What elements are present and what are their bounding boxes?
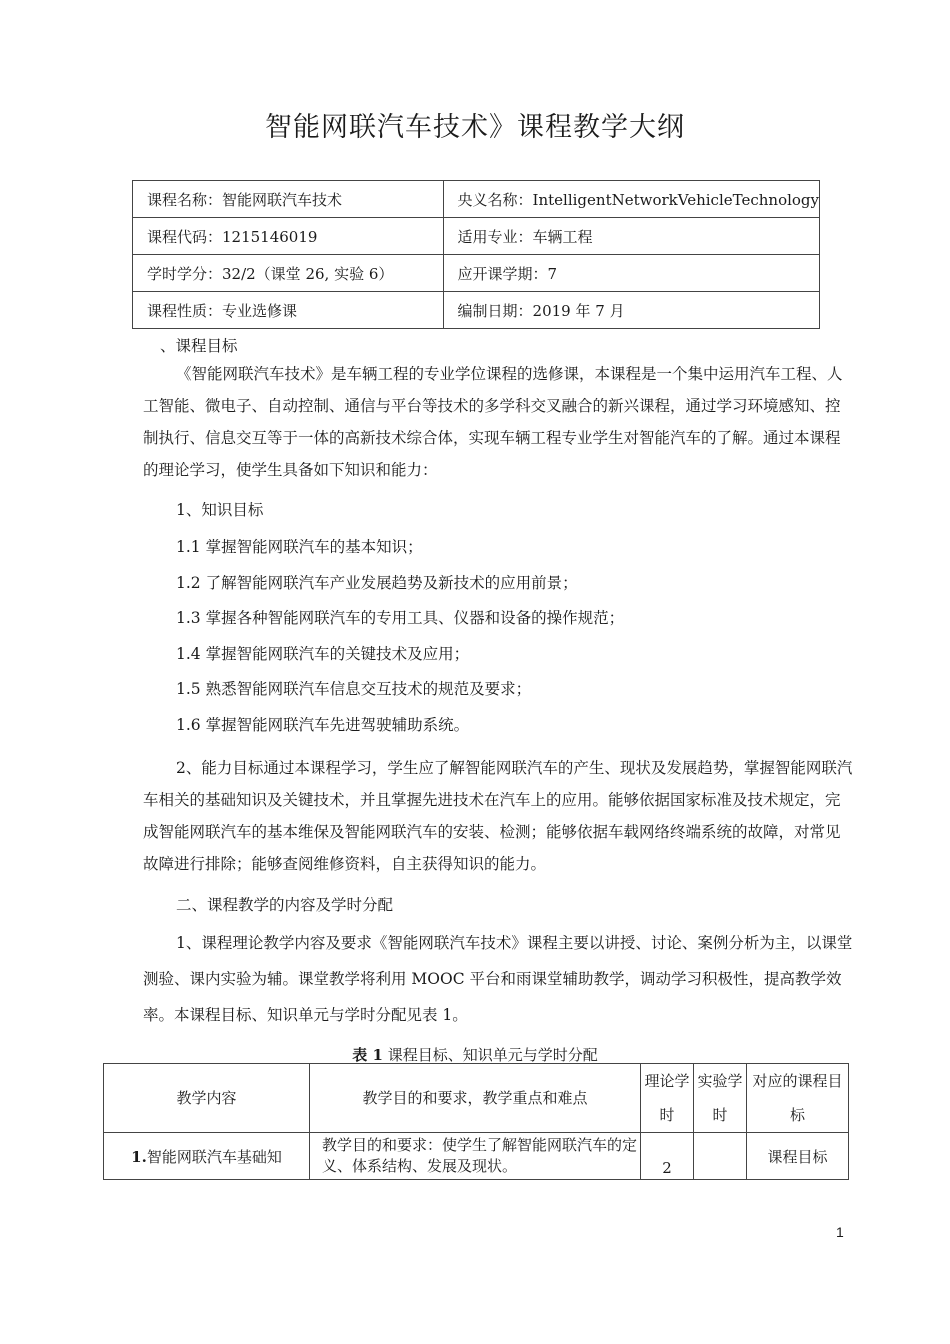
course-nature: 课程性质：专业选修课 xyxy=(133,292,444,329)
semester: 应开课学期：7 xyxy=(443,255,819,292)
section1-heading: 、课程目标 xyxy=(160,337,238,355)
ability-paragraph: 2、能力目标通过本课程学习，学生应了解智能网联汽车的产生、现状及发展趋势，掌握智能网联汽车相关的基础知识及关键技术，并且掌握先进技术在汽车上的应用。能够依据国家标准及技术规定，完成智能网联汽车的基本维保及智能网联汽车的安装、检测；能够依据车载网络终端系统的故障，对常见故障进行排除；能够查阅维修资料，自主获得知识的能力。 xyxy=(143,759,853,873)
compile-date: 编制日期：2019 年 7 月 xyxy=(443,292,819,329)
row-number: 1. xyxy=(131,1147,147,1166)
header-goals: 教学目的和要求，教学重点和难点 xyxy=(310,1064,641,1133)
course-code: 课程代码：1215146019 xyxy=(133,218,444,255)
page-number: 1 xyxy=(836,1224,844,1240)
section2-body: 1、课程理论教学内容及要求《智能网联汽车技术》课程主要以讲授、讨论、案例分析为主，以课堂测验、课内实验为辅。课堂教学将利用 MOOC 平台和雨课堂辅助教学，调动学习积极性，提高教学效率。本课程目标、知识单元与学时分配见表 1。 xyxy=(143,934,853,1024)
table-row xyxy=(104,1133,849,1180)
header-content: 教学内容 xyxy=(104,1064,310,1133)
applicable-major: 适用专业：车辆工程 xyxy=(443,218,819,255)
header-course-target: 对应的课程目标 xyxy=(747,1064,849,1133)
knowledge-item: 1.4 掌握智能网联汽车的关键技术及应用； xyxy=(176,645,470,663)
knowledge-heading: 1、知识目标 xyxy=(176,501,264,519)
section2-heading: 二、课程教学的内容及学时分配 xyxy=(176,896,394,914)
row-content-text: 智能网联汽车基础知 xyxy=(146,1147,282,1166)
row-lab-hours xyxy=(694,1133,747,1180)
table1-caption-label: 表 1 xyxy=(352,1046,383,1064)
document-title: 智能网联汽车技术》课程教学大纲 xyxy=(265,112,685,143)
row-theory-hours: 2 xyxy=(641,1133,694,1180)
table1-caption-text: 课程目标、知识单元与学时分配 xyxy=(382,1046,598,1064)
intro-paragraph: 《智能网联汽车技术》是车辆工程的专业学位课程的选修课，本课程是一个集中运用汽车工程、人工智能、微电子、自动控制、通信与平台等技术的多学科交叉融合的新兴课程，通过学习环境感知、控制执行、信息交互等于一体的高新技术综合体，实现车辆工程专业学生对智能汽车的了解。通过本课程的理论学习，使学生具备如下知识和能力： xyxy=(143,365,843,479)
hours-credits: 学时学分：32/2（课堂 26, 实验 6） xyxy=(133,255,444,292)
table1 xyxy=(103,1063,849,1180)
english-name: 央义名称：IntelligentNetworkVehicleTechnology xyxy=(443,181,819,218)
table1-caption xyxy=(0,1044,950,1065)
row-goal: 教学目的和要求：使学生了解智能网联汽车的定义、体系结构、发展及现状。 xyxy=(310,1133,641,1180)
row-target: 课程目标 xyxy=(747,1133,849,1180)
row-content xyxy=(104,1133,310,1180)
header-lab-hours: 实验学时 xyxy=(694,1064,747,1133)
knowledge-item: 1.2 了解智能网联汽车产业发展趋势及新技术的应用前景； xyxy=(176,574,578,592)
knowledge-item: 1.6 掌握智能网联汽车先进驾驶辅助系统。 xyxy=(176,716,470,734)
header-theory-hours: 理论学时 xyxy=(641,1064,694,1133)
knowledge-item: 1.1 掌握智能网联汽车的基本知识； xyxy=(176,538,423,556)
knowledge-item: 1.3 掌握各种智能网联汽车的专用工具、仪器和设备的操作规范； xyxy=(176,609,625,627)
course-info-table xyxy=(132,180,820,329)
knowledge-item: 1.5 熟悉智能网联汽车信息交互技术的规范及要求； xyxy=(176,680,532,698)
course-name: 课程名称：智能网联汽车技术 xyxy=(133,181,444,218)
